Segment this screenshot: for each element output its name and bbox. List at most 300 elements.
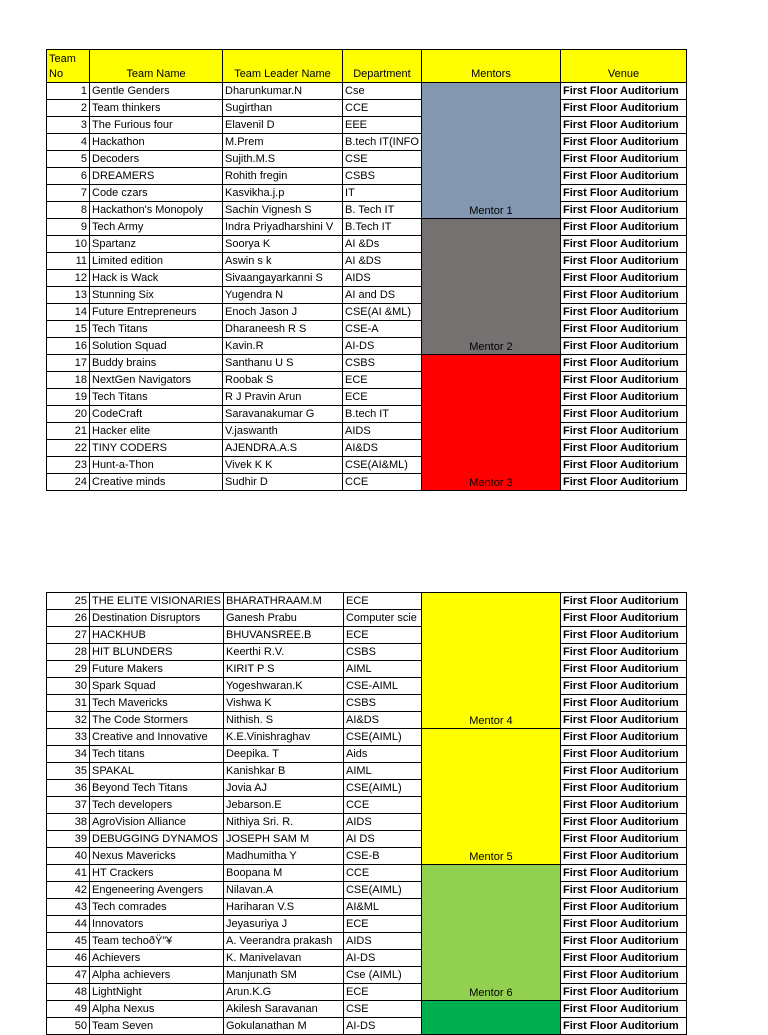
venue-cell: First Floor Auditorium: [560, 627, 686, 644]
team-leader-cell: Kasvikha.j.p: [223, 185, 343, 202]
team-number-cell: 1: [47, 83, 90, 100]
venue-cell: First Floor Auditorium: [560, 1001, 686, 1018]
team-leader-cell: KIRIT P S: [223, 661, 343, 678]
department-cell: CSE(AIML): [343, 780, 421, 797]
team-name-cell: Alpha achievers: [90, 967, 224, 984]
table-row[interactable]: [47, 287, 687, 304]
venue-cell: First Floor Auditorium: [560, 389, 686, 406]
mentor-label: Mentor 2: [469, 341, 513, 353]
team-leader-cell: Saravanakumar G: [223, 406, 343, 423]
team-name-cell: Spark Squad: [90, 678, 224, 695]
team-name-cell: Hunt-a-Thon: [90, 457, 223, 474]
venue-cell: First Floor Auditorium: [560, 253, 686, 270]
team-name-cell: Tech Titans: [90, 389, 223, 406]
venue-cell: First Floor Auditorium: [560, 967, 686, 984]
table-row[interactable]: [47, 457, 687, 474]
team-leader-cell: Hariharan V.S: [223, 899, 343, 916]
venue-cell: First Floor Auditorium: [560, 202, 686, 219]
header-leader: Team Leader Name: [223, 50, 343, 83]
team-number-cell: 27: [47, 627, 90, 644]
venue-cell: First Floor Auditorium: [560, 355, 686, 372]
venue-cell: First Floor Auditorium: [560, 984, 686, 1001]
team-number-cell: 8: [47, 202, 90, 219]
team-number-cell: 32: [47, 712, 90, 729]
venue-cell: First Floor Auditorium: [560, 474, 686, 491]
department-cell: IT: [343, 185, 422, 202]
team-number-cell: 18: [47, 372, 90, 389]
venue-cell: First Floor Auditorium: [560, 1018, 686, 1035]
team-leader-cell: Vivek K K: [223, 457, 343, 474]
table-row[interactable]: [47, 134, 687, 151]
table-row[interactable]: [47, 712, 687, 729]
department-cell: CSE(AIML): [343, 729, 421, 746]
department-cell: ECE: [343, 593, 421, 610]
team-number-cell: 24: [47, 474, 90, 491]
team-name-cell: TINY CODERS: [90, 440, 223, 457]
team-leader-cell: Aswin s k: [223, 253, 343, 270]
department-cell: AI &Ds: [343, 236, 422, 253]
team-number-cell: 40: [47, 848, 90, 865]
table-row[interactable]: [47, 1018, 687, 1035]
table-row[interactable]: [47, 338, 687, 355]
team-name-cell: Tech Mavericks: [90, 695, 224, 712]
department-cell: CSE-AIML: [343, 678, 421, 695]
team-name-cell: HACKHUB: [90, 627, 224, 644]
team-name-cell: Spartanz: [90, 236, 223, 253]
table-row[interactable]: [47, 270, 687, 287]
venue-cell: First Floor Auditorium: [560, 270, 686, 287]
team-name-cell: Tech titans: [90, 746, 224, 763]
table-row[interactable]: [47, 168, 687, 185]
team-leader-cell: Manjunath SM: [223, 967, 343, 984]
team-number-cell: 26: [47, 610, 90, 627]
team-number-cell: 28: [47, 644, 90, 661]
team-leader-cell: Indra Priyadharshini V: [223, 219, 343, 236]
department-cell: ECE: [343, 627, 421, 644]
department-cell: AIML: [343, 661, 421, 678]
mentor-group-cell: [421, 593, 560, 729]
team-leader-cell: Dharunkumar.N: [223, 83, 343, 100]
team-leader-cell: V.jaswanth: [223, 423, 343, 440]
table-row[interactable]: [47, 372, 687, 389]
department-cell: AI DS: [343, 831, 421, 848]
venue-cell: First Floor Auditorium: [560, 117, 686, 134]
venue-cell: First Floor Auditorium: [560, 797, 686, 814]
table-row[interactable]: [47, 729, 687, 746]
table-row[interactable]: [47, 644, 687, 661]
team-number-cell: 7: [47, 185, 90, 202]
table-row[interactable]: [47, 389, 687, 406]
table-row[interactable]: [47, 219, 687, 236]
venue-cell: First Floor Auditorium: [560, 83, 686, 100]
team-number-cell: 9: [47, 219, 90, 236]
team-leader-cell: Kavin.R: [223, 338, 343, 355]
department-cell: CSE(AIML): [343, 882, 421, 899]
department-cell: CSE: [343, 151, 422, 168]
team-number-cell: 25: [47, 593, 90, 610]
team-name-cell: CodeCraft: [90, 406, 223, 423]
team-number-cell: 19: [47, 389, 90, 406]
venue-cell: First Floor Auditorium: [560, 695, 686, 712]
team-number-cell: 22: [47, 440, 90, 457]
team-leader-cell: Ganesh Prabu: [223, 610, 343, 627]
table-row[interactable]: [47, 440, 687, 457]
venue-cell: First Floor Auditorium: [560, 372, 686, 389]
team-leader-cell: Arun.K.G: [223, 984, 343, 1001]
team-name-cell: AgroVision Alliance: [90, 814, 224, 831]
table-row[interactable]: [47, 814, 687, 831]
team-leader-cell: Sugirthan: [223, 100, 343, 117]
table-row[interactable]: [47, 899, 687, 916]
table-row[interactable]: [47, 695, 687, 712]
table-row[interactable]: [47, 83, 687, 100]
team-leader-cell: Madhumitha Y: [223, 848, 343, 865]
team-name-cell: DEBUGGING DYNAMOS: [90, 831, 224, 848]
header-team-name: Team Name: [90, 50, 223, 83]
team-name-cell: Code czars: [90, 185, 223, 202]
table-row[interactable]: [47, 933, 687, 950]
team-name-cell: Destination Disruptors: [90, 610, 224, 627]
team-name-cell: LightNight: [90, 984, 224, 1001]
venue-cell: First Floor Auditorium: [560, 916, 686, 933]
team-name-cell: Tech Army: [90, 219, 223, 236]
department-cell: AI-DS: [343, 1018, 421, 1035]
table-row[interactable]: [47, 780, 687, 797]
department-cell: B. Tech IT: [343, 202, 422, 219]
team-leader-cell: Keerthi R.V.: [223, 644, 343, 661]
team-number-cell: 33: [47, 729, 90, 746]
department-cell: ECE: [343, 984, 421, 1001]
venue-cell: First Floor Auditorium: [560, 831, 686, 848]
team-number-cell: 35: [47, 763, 90, 780]
table-row[interactable]: [47, 627, 687, 644]
mentor-group-cell: [421, 729, 560, 865]
team-leader-cell: Enoch Jason J: [223, 304, 343, 321]
table-row[interactable]: [47, 678, 687, 695]
team-name-cell: Decoders: [90, 151, 223, 168]
team-number-cell: 29: [47, 661, 90, 678]
team-name-cell: HT Crackers: [90, 865, 224, 882]
team-number-cell: 20: [47, 406, 90, 423]
venue-cell: First Floor Auditorium: [560, 219, 686, 236]
table-row[interactable]: [47, 253, 687, 270]
table-row[interactable]: [47, 100, 687, 117]
venue-cell: First Floor Auditorium: [560, 185, 686, 202]
team-leader-cell: K.E.Vinishraghav: [223, 729, 343, 746]
team-name-cell: The Code Stormers: [90, 712, 224, 729]
table-row[interactable]: [47, 474, 687, 491]
department-cell: CSE-A: [343, 321, 422, 338]
mentor-label: Mentor 5: [469, 851, 513, 863]
department-cell: B.tech IT: [343, 406, 422, 423]
header-venue: Venue: [560, 50, 686, 83]
team-number-cell: 10: [47, 236, 90, 253]
team-leader-cell: Sudhir D: [223, 474, 343, 491]
team-name-cell: Tech developers: [90, 797, 224, 814]
venue-cell: First Floor Auditorium: [560, 151, 686, 168]
team-name-cell: HIT BLUNDERS: [90, 644, 224, 661]
team-leader-cell: BHUVANSREE.B: [223, 627, 343, 644]
venue-cell: First Floor Auditorium: [560, 678, 686, 695]
team-name-cell: Achievers: [90, 950, 224, 967]
department-cell: AI and DS: [343, 287, 422, 304]
team-name-cell: Hacker elite: [90, 423, 223, 440]
department-cell: Cse (AIML): [343, 967, 421, 984]
table-row[interactable]: [47, 236, 687, 253]
venue-cell: First Floor Auditorium: [560, 933, 686, 950]
mentor-label: Mentor 3: [469, 477, 513, 489]
team-leader-cell: Rohith fregin: [223, 168, 343, 185]
department-cell: AIDS: [343, 814, 421, 831]
venue-cell: First Floor Auditorium: [560, 593, 686, 610]
team-number-cell: 37: [47, 797, 90, 814]
team-number-cell: 39: [47, 831, 90, 848]
team-leader-cell: M.Prem: [223, 134, 343, 151]
team-number-cell: 31: [47, 695, 90, 712]
department-cell: AIDS: [343, 423, 422, 440]
table-row[interactable]: [47, 746, 687, 763]
team-number-cell: 4: [47, 134, 90, 151]
table-row[interactable]: [47, 831, 687, 848]
team-name-cell: Team techoðŸ”¥: [90, 933, 224, 950]
table-row[interactable]: [47, 610, 687, 627]
team-number-cell: 48: [47, 984, 90, 1001]
team-name-cell: Tech Titans: [90, 321, 223, 338]
department-cell: CSBS: [343, 695, 421, 712]
venue-cell: First Floor Auditorium: [560, 865, 686, 882]
department-cell: ECE: [343, 916, 421, 933]
table-row[interactable]: [47, 882, 687, 899]
venue-cell: First Floor Auditorium: [560, 168, 686, 185]
table-row[interactable]: [47, 593, 687, 610]
venue-cell: First Floor Auditorium: [560, 950, 686, 967]
department-cell: ECE: [343, 372, 422, 389]
venue-cell: First Floor Auditorium: [560, 780, 686, 797]
mentor-group-cell: [421, 1001, 560, 1035]
team-number-cell: 11: [47, 253, 90, 270]
team-name-cell: THE ELITE VISIONARIES: [90, 593, 224, 610]
team-name-cell: Buddy brains: [90, 355, 223, 372]
team-number-cell: 6: [47, 168, 90, 185]
team-name-cell: Beyond Tech Titans: [90, 780, 224, 797]
team-leader-cell: Nilavan.A: [223, 882, 343, 899]
department-cell: CCE: [343, 865, 421, 882]
venue-cell: First Floor Auditorium: [560, 134, 686, 151]
team-name-cell: NextGen Navigators: [90, 372, 223, 389]
table-row[interactable]: [47, 661, 687, 678]
team-name-cell: Future Makers: [90, 661, 224, 678]
team-leader-cell: Akilesh Saravanan: [223, 1001, 343, 1018]
team-name-cell: Innovators: [90, 916, 224, 933]
department-cell: CCE: [343, 474, 422, 491]
venue-cell: First Floor Auditorium: [560, 423, 686, 440]
teams-table-1: [46, 49, 687, 491]
venue-cell: First Floor Auditorium: [560, 287, 686, 304]
team-number-cell: 2: [47, 100, 90, 117]
department-cell: ECE: [343, 389, 422, 406]
team-number-cell: 46: [47, 950, 90, 967]
team-name-cell: Tech comrades: [90, 899, 224, 916]
table-row[interactable]: [47, 967, 687, 984]
department-cell: CSE: [343, 1001, 421, 1018]
team-number-cell: 42: [47, 882, 90, 899]
department-cell: EEE: [343, 117, 422, 134]
team-leader-cell: AJENDRA.A.S: [223, 440, 343, 457]
venue-cell: First Floor Auditorium: [560, 814, 686, 831]
department-cell: CSE(AI &ML): [343, 304, 422, 321]
venue-cell: First Floor Auditorium: [560, 440, 686, 457]
table-row[interactable]: [47, 916, 687, 933]
table-row[interactable]: [47, 1001, 687, 1018]
table-row[interactable]: [47, 117, 687, 134]
team-number-cell: 34: [47, 746, 90, 763]
table-row[interactable]: [47, 355, 687, 372]
team-leader-cell: Elavenil D: [223, 117, 343, 134]
venue-cell: First Floor Auditorium: [560, 644, 686, 661]
venue-cell: First Floor Auditorium: [560, 338, 686, 355]
team-leader-cell: Nithiya Sri. R.: [223, 814, 343, 831]
department-cell: B.tech IT(INFO: [343, 134, 422, 151]
table-row[interactable]: [47, 950, 687, 967]
teams-table-2: [46, 592, 687, 1035]
team-leader-cell: Yogeshwaran.K: [223, 678, 343, 695]
team-leader-cell: Nithish. S: [223, 712, 343, 729]
department-cell: AI&ML: [343, 899, 421, 916]
team-name-cell: Gentle Genders: [90, 83, 223, 100]
department-cell: CSBS: [343, 168, 422, 185]
table-row[interactable]: [47, 984, 687, 1001]
team-name-cell: Alpha Nexus: [90, 1001, 224, 1018]
team-name-cell: Creative and Innovative: [90, 729, 224, 746]
venue-cell: First Floor Auditorium: [560, 729, 686, 746]
department-cell: B.Tech IT: [343, 219, 422, 236]
table-row[interactable]: [47, 151, 687, 168]
team-leader-cell: Gokulanathan M: [223, 1018, 343, 1035]
team-leader-cell: Deepika. T: [223, 746, 343, 763]
venue-cell: First Floor Auditorium: [560, 457, 686, 474]
venue-cell: First Floor Auditorium: [560, 899, 686, 916]
team-number-cell: 21: [47, 423, 90, 440]
team-number-cell: 14: [47, 304, 90, 321]
team-leader-cell: Santhanu U S: [223, 355, 343, 372]
team-number-cell: 30: [47, 678, 90, 695]
team-number-cell: 16: [47, 338, 90, 355]
department-cell: AIDS: [343, 933, 421, 950]
team-number-cell: 49: [47, 1001, 90, 1018]
table-row[interactable]: [47, 763, 687, 780]
header-mentors: Mentors: [421, 50, 560, 83]
team-number-cell: 12: [47, 270, 90, 287]
team-leader-cell: Yugendra N: [223, 287, 343, 304]
team-number-cell: 17: [47, 355, 90, 372]
header-row: [47, 50, 687, 83]
department-cell: CCE: [343, 100, 422, 117]
team-number-cell: 15: [47, 321, 90, 338]
mentor-label: Mentor 1: [469, 205, 513, 217]
venue-cell: First Floor Auditorium: [560, 882, 686, 899]
department-cell: Aids: [343, 746, 421, 763]
team-name-cell: Stunning Six: [90, 287, 223, 304]
mentor-group-cell: [421, 865, 560, 1001]
department-cell: CCE: [343, 797, 421, 814]
team-number-cell: 5: [47, 151, 90, 168]
team-name-cell: DREAMERS: [90, 168, 223, 185]
team-number-cell: 43: [47, 899, 90, 916]
mentor-label: [424, 1033, 558, 1034]
table-row[interactable]: [47, 185, 687, 202]
table-row[interactable]: [47, 202, 687, 219]
team-leader-cell: BHARATHRAAM.M: [223, 593, 343, 610]
mentor-label: Mentor 4: [469, 715, 513, 727]
department-cell: AI &DS: [343, 253, 422, 270]
team-name-cell: SPAKAL: [90, 763, 224, 780]
team-number-cell: 47: [47, 967, 90, 984]
team-leader-cell: Dharaneesh R S: [223, 321, 343, 338]
team-leader-cell: Roobak S: [223, 372, 343, 389]
department-cell: Computer scie: [343, 610, 421, 627]
team-name-cell: Creative minds: [90, 474, 223, 491]
venue-cell: First Floor Auditorium: [560, 304, 686, 321]
mentor-group-cell: [421, 355, 560, 491]
department-cell: AI-DS: [343, 950, 421, 967]
venue-cell: First Floor Auditorium: [560, 763, 686, 780]
venue-cell: First Floor Auditorium: [560, 610, 686, 627]
team-name-cell: Engeneering Avengers: [90, 882, 224, 899]
table-row[interactable]: [47, 321, 687, 338]
department-cell: CSBS: [343, 355, 422, 372]
team-leader-cell: Jovia AJ: [223, 780, 343, 797]
team-name-cell: Hack is Wack: [90, 270, 223, 287]
team-leader-cell: R J Pravin Arun: [223, 389, 343, 406]
table-row[interactable]: [47, 865, 687, 882]
table-row[interactable]: [47, 406, 687, 423]
table-row[interactable]: [47, 797, 687, 814]
team-leader-cell: Kanishkar B: [223, 763, 343, 780]
venue-cell: First Floor Auditorium: [560, 712, 686, 729]
venue-cell: First Floor Auditorium: [560, 321, 686, 338]
venue-cell: First Floor Auditorium: [560, 236, 686, 253]
venue-cell: First Floor Auditorium: [560, 848, 686, 865]
team-name-cell: Solution Squad: [90, 338, 223, 355]
team-name-cell: Hackathon: [90, 134, 223, 151]
team-number-cell: 44: [47, 916, 90, 933]
team-leader-cell: Soorya K: [223, 236, 343, 253]
venue-cell: First Floor Auditorium: [560, 746, 686, 763]
header-department: Department: [343, 50, 422, 83]
team-leader-cell: Sachin Vignesh S: [223, 202, 343, 219]
team-name-cell: Nexus Mavericks: [90, 848, 224, 865]
team-number-cell: 3: [47, 117, 90, 134]
department-cell: CSE-B: [343, 848, 421, 865]
venue-cell: First Floor Auditorium: [560, 661, 686, 678]
team-name-cell: The Furious four: [90, 117, 223, 134]
team-leader-cell: A. Veerandra prakash: [223, 933, 343, 950]
team-leader-cell: Boopana M: [223, 865, 343, 882]
team-number-cell: 13: [47, 287, 90, 304]
table-row[interactable]: [47, 848, 687, 865]
department-cell: Cse: [343, 83, 422, 100]
team-leader-cell: Sivaangayarkanni S: [223, 270, 343, 287]
team-number-cell: 41: [47, 865, 90, 882]
department-cell: AI-DS: [343, 338, 422, 355]
table-row[interactable]: [47, 304, 687, 321]
table-row[interactable]: [47, 423, 687, 440]
mentor-label: Mentor 6: [469, 987, 513, 999]
team-name-cell: Team Seven: [90, 1018, 224, 1035]
team-leader-cell: Jebarson.E: [223, 797, 343, 814]
team-leader-cell: Vishwa K: [223, 695, 343, 712]
team-leader-cell: JOSEPH SAM M: [223, 831, 343, 848]
